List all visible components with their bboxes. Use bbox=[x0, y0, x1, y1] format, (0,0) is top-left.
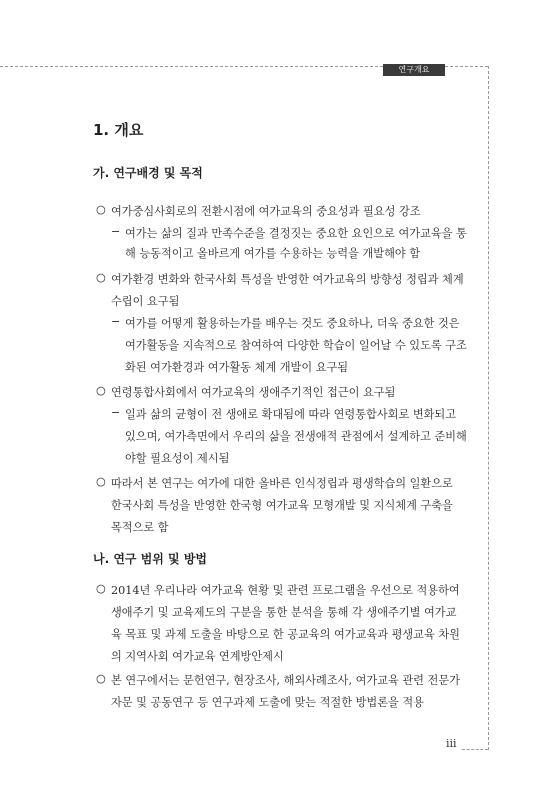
page-number: iii bbox=[446, 737, 457, 750]
paragraph-line: 있으며, 여가측면에서 우리의 삶을 전생애적 관점에서 설계하고 준비해 bbox=[125, 430, 467, 443]
dash-bullet-icon: − bbox=[111, 315, 121, 328]
bottom-dashed-border bbox=[462, 749, 488, 750]
paragraph-line: 여가환경 변화와 한국사회 특성을 반영한 여가교육의 방향성 정립과 체계 bbox=[111, 273, 464, 286]
right-dashed-border bbox=[488, 66, 489, 750]
dash-bullet-icon: − bbox=[111, 406, 121, 419]
paragraph-line: 2014년 우리나라 여가교육 현황 및 관련 프로그램을 우선으로 적용하여 bbox=[111, 584, 460, 597]
circle-bullet-icon: ○ bbox=[96, 384, 106, 397]
dash-bullet-icon: − bbox=[111, 225, 121, 238]
circle-bullet-icon: ○ bbox=[96, 582, 106, 595]
circle-bullet-icon: ○ bbox=[96, 271, 106, 284]
paragraph-line: 연령통합사회에서 여가교육의 생애주기적인 접근이 요구됨 bbox=[111, 386, 396, 399]
paragraph-line: 따라서 본 연구는 여가에 대한 올바른 인식정립과 평생학습의 일환으로 bbox=[111, 477, 453, 490]
paragraph-line: 생애주기 및 교육제도의 구분을 통한 분석을 통해 각 생애주기별 여가교 bbox=[111, 606, 457, 619]
paragraph-line: 여가활동을 지속적으로 참여하여 다양한 학습이 일어날 수 있도록 구조 bbox=[125, 339, 467, 352]
paragraph-line: 여가를 어떻게 활용하는가를 배우는 것도 중요하나, 더욱 중요한 것은 bbox=[125, 317, 460, 330]
paragraph-line: 여가중심사회로의 전환시점에 여가교육의 중요성과 필요성 강조 bbox=[111, 205, 421, 218]
section-title: 1. 개요 bbox=[93, 121, 144, 139]
paragraph-line: 일과 삶의 균형이 전 생애로 확대됨에 따라 연령통합사회로 변화되고 bbox=[125, 408, 457, 421]
section-tab: 연구개요 bbox=[383, 64, 445, 76]
paragraph-line: 여가는 삶의 질과 만족수준을 결정짓는 중요한 요인으로 여가교육을 통 bbox=[125, 227, 467, 240]
paragraph-line: 자문 및 공동연구 등 연구과제 도출에 맞는 적절한 방법론을 적용 bbox=[111, 696, 424, 709]
paragraph-line: 수립이 요구됨 bbox=[111, 295, 180, 308]
paragraph-line: 해 능동적이고 올바르게 여가를 수용하는 능력을 개발해야 함 bbox=[125, 247, 421, 260]
circle-bullet-icon: ○ bbox=[96, 475, 106, 488]
circle-bullet-icon: ○ bbox=[96, 672, 106, 685]
paragraph-line: 화된 여가환경과 여가활동 체계 개발이 요구됨 bbox=[125, 361, 349, 374]
subsection-title-background: 가. 연구배경 및 목적 bbox=[93, 166, 203, 180]
subsection-title-scope: 나. 연구 범위 및 방법 bbox=[93, 552, 208, 566]
paragraph-line: 육 목표 및 과제 도출을 바탕으로 한 공교육의 여가교육과 평생교육 차원 bbox=[111, 628, 460, 641]
paragraph-line: 본 연구에서는 문헌연구, 현장조사, 해외사례조사, 여가교육 관련 전문가 bbox=[111, 674, 460, 687]
circle-bullet-icon: ○ bbox=[96, 203, 106, 216]
paragraph-line: 목적으로 함 bbox=[111, 521, 169, 534]
paragraph-line: 의 지역사회 여가교육 연계방안제시 bbox=[111, 650, 284, 663]
paragraph-line: 야할 필요성이 제시됨 bbox=[125, 452, 230, 465]
paragraph-line: 한국사회 특성을 반영한 한국형 여가교육 모형개발 및 지식체계 구축을 bbox=[111, 499, 453, 512]
